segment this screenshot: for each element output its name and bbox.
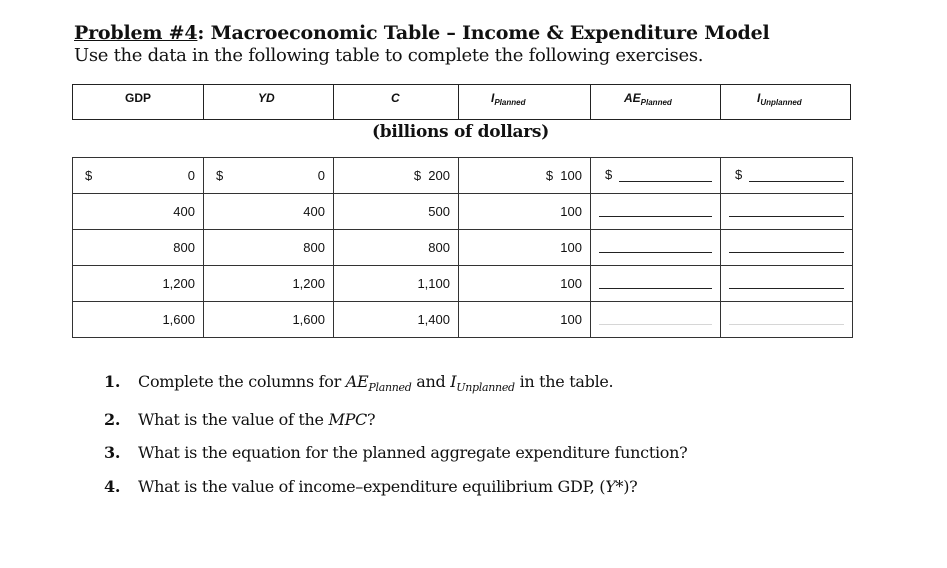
table-row (73, 194, 853, 230)
i-unplanned-cell[interactable] (721, 230, 853, 266)
yd-cell: $ 0 (204, 158, 334, 194)
ae-planned-cell[interactable] (591, 230, 721, 266)
table-row (73, 230, 853, 266)
ae-planned-cell[interactable] (591, 266, 721, 302)
problem-label: Problem #4 (74, 22, 198, 44)
i-planned-cell: 100 (459, 266, 591, 302)
problem-title-text: : Macroeconomic Table – Income & Expenditure Model (197, 22, 770, 44)
yd-cell: 400 (204, 194, 334, 230)
table-header: GDP YD C $I_{Planned}$ $AE_{Planned}$ $I_{Unplanned}$ (72, 84, 851, 120)
header-divider (720, 85, 721, 119)
yd-cell: 1,600 (204, 302, 334, 338)
gdp-cell: $ 0 (73, 158, 204, 194)
unit-caption: (billions of dollars) (372, 122, 549, 142)
table-row (73, 302, 853, 338)
yd-cell: 1,200 (204, 266, 334, 302)
question-3: 3. What is the equation for the planned aggregate expenditure function? (104, 443, 688, 462)
question-2: 2. What is the value of the MPC? (104, 410, 376, 429)
i-unplanned-cell[interactable]: $ (721, 158, 853, 194)
ae-planned-cell[interactable] (591, 194, 721, 230)
c-cell: 1,400 (334, 302, 459, 338)
table-row (73, 266, 853, 302)
table-row (73, 158, 853, 194)
i-unplanned-cell[interactable] (721, 194, 853, 230)
header-divider (458, 85, 459, 119)
i-planned-cell: 100 (459, 230, 591, 266)
question-1: 1. Complete the columns for $AE_{Planned}$ and $I_{Unplanned}$ in the table. (104, 372, 614, 394)
question-4: 4. What is the value of income–expenditure equilibrium GDP, (Y*)? (104, 477, 638, 496)
i-unplanned-cell[interactable] (721, 302, 853, 338)
c-cell: 500 (334, 194, 459, 230)
i-unplanned-cell[interactable] (721, 266, 853, 302)
i-planned-cell: $ 100 (459, 158, 591, 194)
ae-planned-cell[interactable] (591, 302, 721, 338)
gdp-cell: 400 (73, 194, 204, 230)
gdp-cell: 1,200 (73, 266, 204, 302)
ae-planned-cell[interactable]: $ (591, 158, 721, 194)
gdp-cell: 800 (73, 230, 204, 266)
yd-cell: 800 (204, 230, 334, 266)
i-planned-cell: 100 (459, 302, 591, 338)
problem-instructions: Use the data in the following table to complete the following exercises. (74, 45, 704, 66)
problem-title (74, 22, 770, 44)
header-divider (333, 85, 334, 119)
i-planned-cell: 100 (459, 194, 591, 230)
c-cell: 800 (334, 230, 459, 266)
header-divider (203, 85, 204, 119)
gdp-cell: 1,600 (73, 302, 204, 338)
c-cell: $ 200 (334, 158, 459, 194)
c-cell: 1,100 (334, 266, 459, 302)
data-table (72, 157, 853, 338)
header-divider (590, 85, 591, 119)
